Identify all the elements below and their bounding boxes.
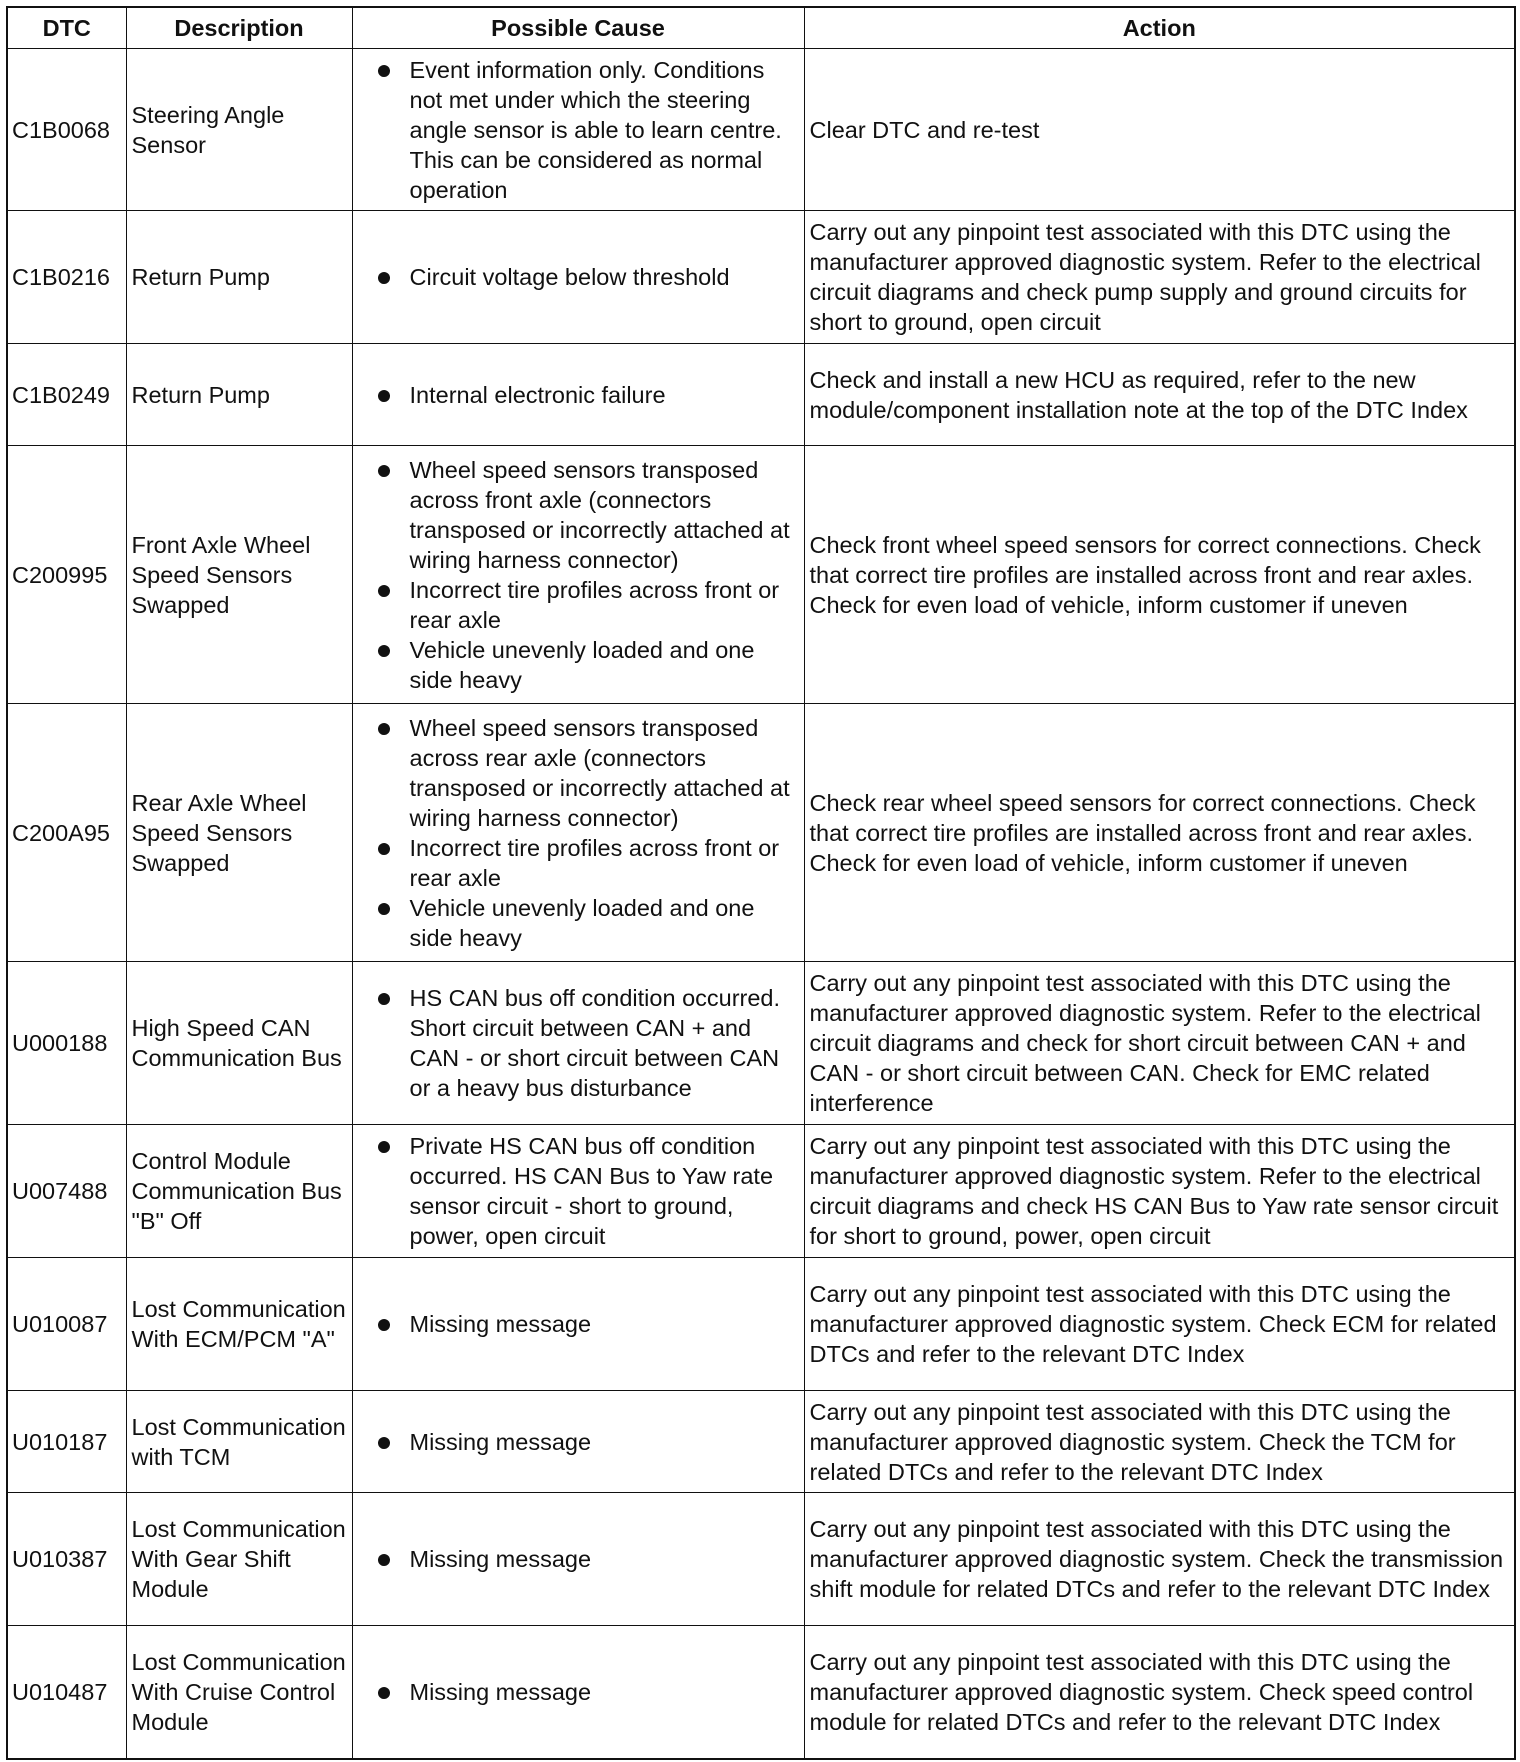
dtc-code-cell: C1B0216 [7,211,126,344]
action-cell: Carry out any pinpoint test associated with this DTC using the manufacturer approved diagnostic system. Check speed control module for related DTCs and refer to the relevant DTC Index [804,1626,1515,1759]
action-cell: Check rear wheel speed sensors for correct connections. Check that correct tire profiles are installed across front and rear axles. Check for even load of vehicle, inform customer if uneven [804,704,1515,962]
cause-list-item: Vehicle unevenly loaded and one side heavy [410,893,799,953]
action-cell: Carry out any pinpoint test associated with this DTC using the manufacturer approved diagnostic system. Refer to the electrical circuit diagrams and check pump supply and ground circuits for short to ground, open circuit [804,211,1515,344]
description-cell: Lost Communication With ECM/PCM "A" [126,1258,352,1391]
cause-list [358,262,799,292]
dtc-code-cell: C200995 [7,446,126,704]
cause-list-item: Internal electronic failure [410,380,799,410]
possible-cause-cell [352,1493,804,1626]
possible-cause-cell [352,1125,804,1258]
dtc-code-cell: U010087 [7,1258,126,1391]
header-possible-cause: Possible Cause [352,7,804,49]
cause-list [358,1427,799,1457]
description-cell: Lost Communication With Gear Shift Module [126,1493,352,1626]
possible-cause-cell [352,446,804,704]
possible-cause-cell [352,962,804,1125]
table-body [7,49,1515,1759]
possible-cause-cell [352,49,804,211]
description-cell: Return Pump [126,211,352,344]
table-row [7,704,1515,962]
dtc-code-cell: U007488 [7,1125,126,1258]
description-cell: High Speed CAN Communication Bus [126,962,352,1125]
possible-cause-cell [352,1391,804,1493]
dtc-code-cell: U010387 [7,1493,126,1626]
header-description: Description [126,7,352,49]
action-cell: Carry out any pinpoint test associated with this DTC using the manufacturer approved diagnostic system. Check ECM for related DTCs and refer to the relevant DTC Index [804,1258,1515,1391]
description-cell: Lost Communication With Cruise Control Module [126,1626,352,1759]
action-cell: Check front wheel speed sensors for correct connections. Check that correct tire profiles are installed across front and rear axles. Check for even load of vehicle, inform customer if uneven [804,446,1515,704]
cause-list [358,380,799,410]
cause-list [358,55,799,205]
table-row [7,49,1515,211]
description-cell: Steering Angle Sensor [126,49,352,211]
dtc-code-cell: C200A95 [7,704,126,962]
cause-list [358,1309,799,1339]
cause-list-item: Vehicle unevenly loaded and one side heavy [410,635,799,695]
action-cell: Carry out any pinpoint test associated with this DTC using the manufacturer approved diagnostic system. Refer to the electrical circuit diagrams and check HS CAN Bus to Yaw rate sensor circuit for short to ground, power, open circuit [804,1125,1515,1258]
description-cell: Return Pump [126,344,352,446]
table-row [7,1391,1515,1493]
action-cell: Carry out any pinpoint test associated with this DTC using the manufacturer approved diagnostic system. Check the TCM for related DTCs and refer to the relevant DTC Index [804,1391,1515,1493]
description-cell: Control Module Communication Bus "B" Off [126,1125,352,1258]
possible-cause-cell [352,704,804,962]
possible-cause-cell [352,344,804,446]
table-header-row [7,7,1515,49]
cause-list-item: Missing message [410,1427,799,1457]
possible-cause-cell [352,1258,804,1391]
table-row [7,211,1515,344]
action-cell: Clear DTC and re-test [804,49,1515,211]
cause-list [358,713,799,953]
cause-list-item: Private HS CAN bus off condition occurred. HS CAN Bus to Yaw rate sensor circuit - short to ground, power, open circuit [410,1131,799,1251]
dtc-code-cell: C1B0068 [7,49,126,211]
action-cell: Carry out any pinpoint test associated with this DTC using the manufacturer approved diagnostic system. Check the transmission shift module for related DTCs and refer to the relevant DTC Index [804,1493,1515,1626]
cause-list-item: Circuit voltage below threshold [410,262,799,292]
description-cell: Rear Axle Wheel Speed Sensors Swapped [126,704,352,962]
table-row [7,1626,1515,1759]
cause-list [358,1544,799,1574]
cause-list [358,455,799,695]
cause-list-item: Wheel speed sensors transposed across rear axle (connectors transposed or incorrectly attached at wiring harness connector) [410,713,799,833]
cause-list-item: Missing message [410,1309,799,1339]
cause-list-item: Wheel speed sensors transposed across front axle (connectors transposed or incorrectly attached at wiring harness connector) [410,455,799,575]
possible-cause-cell [352,211,804,344]
action-cell: Carry out any pinpoint test associated with this DTC using the manufacturer approved diagnostic system. Refer to the electrical circuit diagrams and check for short circuit between CAN + and CAN - or short circuit between CAN. Check for EMC related interference [804,962,1515,1125]
cause-list-item: HS CAN bus off condition occurred. Short circuit between CAN + and CAN - or short circuit between CAN or a heavy bus disturbance [410,983,799,1103]
table-row [7,1125,1515,1258]
table-row [7,446,1515,704]
header-action: Action [804,7,1515,49]
action-cell: Check and install a new HCU as required, refer to the new module/component installation note at the top of the DTC Index [804,344,1515,446]
table-row [7,1493,1515,1626]
description-cell: Lost Communication with TCM [126,1391,352,1493]
cause-list-item: Missing message [410,1544,799,1574]
cause-list-item: Incorrect tire profiles across front or rear axle [410,575,799,635]
cause-list-item: Event information only. Conditions not met under which the steering angle sensor is able to learn centre. This can be considered as normal operation [410,55,799,205]
header-dtc: DTC [7,7,126,49]
cause-list-item: Incorrect tire profiles across front or rear axle [410,833,799,893]
table-row [7,344,1515,446]
possible-cause-cell [352,1626,804,1759]
table-row [7,962,1515,1125]
table-row [7,1258,1515,1391]
dtc-code-cell: U000188 [7,962,126,1125]
dtc-code-cell: C1B0249 [7,344,126,446]
dtc-code-cell: U010187 [7,1391,126,1493]
cause-list [358,1131,799,1251]
cause-list-item: Missing message [410,1677,799,1707]
description-cell: Front Axle Wheel Speed Sensors Swapped [126,446,352,704]
dtc-code-cell: U010487 [7,1626,126,1759]
cause-list [358,983,799,1103]
cause-list [358,1677,799,1707]
dtc-table [6,6,1516,1760]
